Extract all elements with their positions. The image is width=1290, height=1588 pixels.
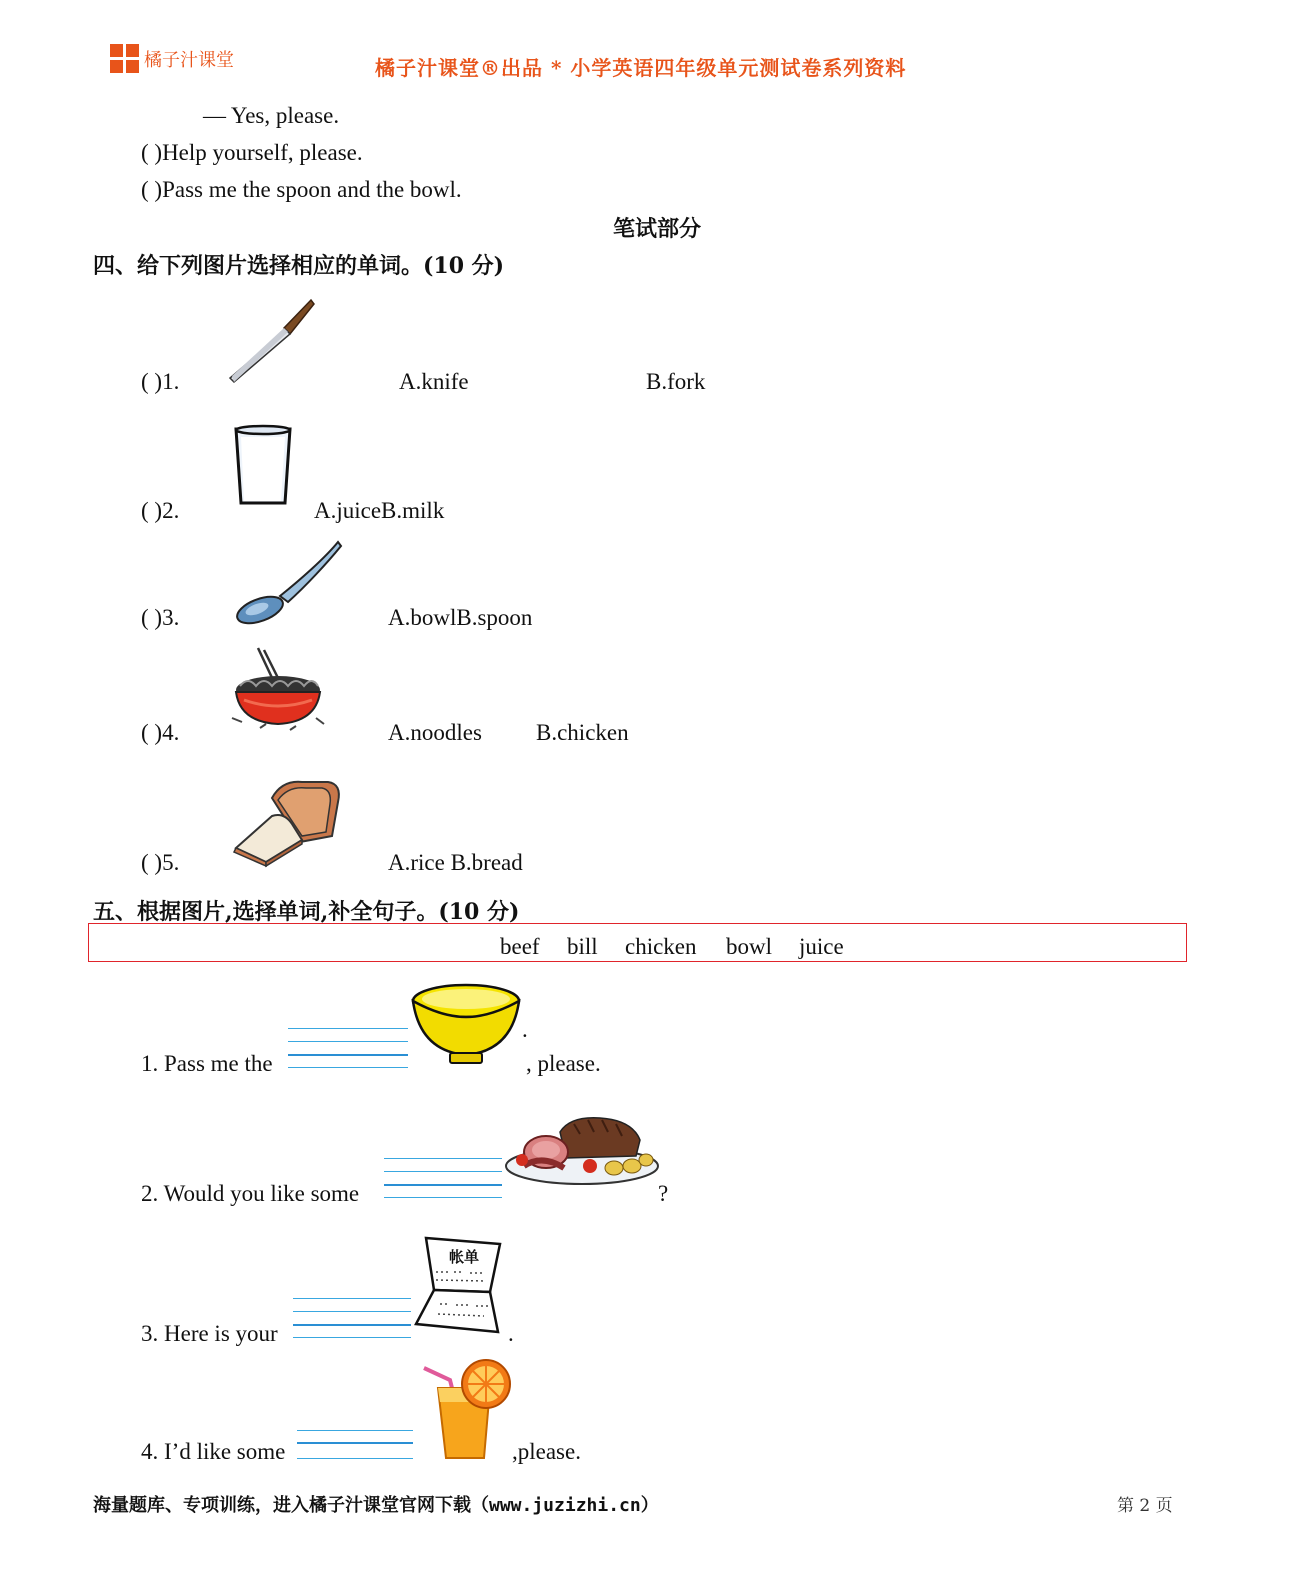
word-bank-word: beef <box>500 934 540 959</box>
logo <box>110 44 234 74</box>
knife-icon <box>228 298 318 386</box>
sentence-end: ? <box>658 1181 669 1206</box>
answer-blank[interactable] <box>297 1430 413 1460</box>
section5-title: 五、根据图片,选择单词,补全句子。(10 分) <box>93 899 520 925</box>
sentence-end: . <box>508 1321 514 1346</box>
logo-mark-icon <box>110 44 140 74</box>
spoon-icon <box>230 540 342 625</box>
bill-title: 帐单 <box>448 1248 480 1266</box>
orange-juice-icon <box>420 1358 514 1462</box>
logo-text: 橘子汁课堂 <box>144 50 234 71</box>
section4-title: 四、给下列图片选择相应的单词。(10 分) <box>93 253 505 279</box>
question-number: ( )3. <box>141 605 180 630</box>
bread-icon <box>232 778 342 866</box>
option-a: A.noodles <box>388 720 482 745</box>
answer-blank[interactable] <box>293 1298 411 1338</box>
answer-line: — Yes, please. <box>203 103 340 128</box>
roast-beef-icon <box>504 1110 660 1200</box>
sentence-end: ,please. <box>512 1439 581 1464</box>
option-b: B.chicken <box>536 720 629 745</box>
bill-icon <box>414 1232 506 1336</box>
footer-promo: 海量题库、专项训练，进入橘子汁课堂官网下载（www.juzizhi.cn） <box>93 1495 659 1516</box>
sentence-start: 3. Here is your <box>141 1321 278 1346</box>
word-bank-word: chicken <box>625 934 697 959</box>
dialogue-option: ( )Pass me the spoon and the bowl. <box>141 177 462 202</box>
option-b: B.fork <box>646 369 706 394</box>
option-a: A.rice B.bread <box>388 850 523 875</box>
sentence-start: 2. Would you like some <box>141 1181 360 1206</box>
header-title: 橘子汁课堂®出品 * 小学英语四年级单元测试卷系列资料 <box>375 56 907 80</box>
word-bank-word: juice <box>799 934 844 959</box>
word-bank-word: bowl <box>726 934 772 959</box>
written-part-title: 笔试部分 <box>613 216 702 242</box>
answer-blank[interactable] <box>288 1028 408 1068</box>
answer-blank[interactable] <box>384 1158 502 1198</box>
noodles-bowl-icon <box>230 646 326 734</box>
yellow-bowl-icon <box>410 983 522 1067</box>
question-number: ( )1. <box>141 369 180 394</box>
page-number: 第 2 页 <box>1117 1496 1173 1516</box>
question-number: ( )2. <box>141 498 180 523</box>
question-number: ( )4. <box>141 720 180 745</box>
glass-of-milk-icon <box>233 423 293 508</box>
dialogue-option: ( )Help yourself, please. <box>141 140 363 165</box>
sentence-dot: . <box>522 1017 528 1042</box>
question-number: ( )5. <box>141 850 180 875</box>
option-a: A.juiceB.milk <box>314 498 445 523</box>
option-a: A.knife <box>399 369 469 394</box>
option-a: A.bowlB.spoon <box>388 605 533 630</box>
sentence-start: 4. I’d like some <box>141 1439 286 1464</box>
sentence-start: 1. Pass me the <box>141 1051 273 1076</box>
word-bank-word: bill <box>567 934 598 959</box>
sentence-end: , please. <box>526 1051 601 1076</box>
